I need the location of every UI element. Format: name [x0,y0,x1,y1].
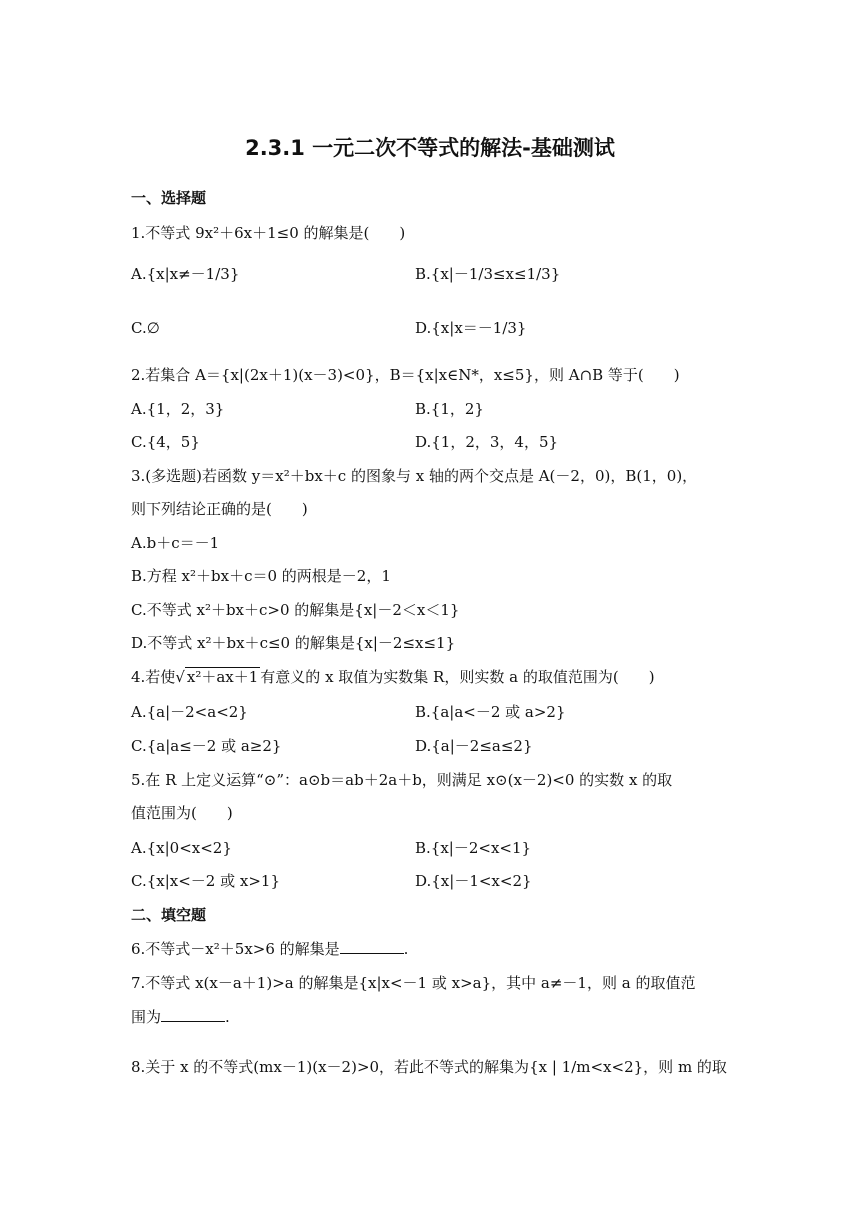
question-3-option-a: A.b＋c＝－1 [131,534,220,552]
question-1-option-c: C.∅ [131,319,160,337]
question-5-option-c: C.{x|x<－2 或 x>1} [131,872,280,890]
section-heading-choice: 一、选择题 [131,189,207,207]
question-4-option-d: D.{a|－2≤a≤2} [415,737,533,755]
question-4-radicand: x²＋ax＋1 [186,668,259,686]
sqrt-symbol-icon: √ [175,668,185,686]
question-4-option-a: A.{a|－2<a<2} [131,703,248,721]
question-5-option-b: B.{x|－2<x<1} [415,839,532,857]
question-7-end: . [225,1008,230,1026]
question-3-stem-line1: 3.(多选题)若函数 y＝x²＋bx＋c 的图象与 x 轴的两个交点是 A(－2，0)，B(1，0)， [131,467,698,485]
question-8-set: {x | 1/m<x<2} [529,1058,644,1076]
question-5-stem-line2: 值范围为( ) [131,804,233,822]
answer-blank [340,953,404,954]
question-7-line2 [131,1007,230,1027]
question-8 [131,1057,727,1077]
question-4-option-c: C.{a|a≤－2 或 a≥2} [131,737,282,755]
question-8-stem-post: ，则 m 的取 [643,1058,727,1076]
question-5-stem-line1: 5.在 R 上定义运算“⊙”：a⊙b＝ab＋2a＋b，则满足 x⊙(x－2)<0 的实数 x 的取 [131,771,673,789]
question-4-stem-post: 有意义的 x 取值为实数集 R，则实数 a 的取值范围为( ) [260,668,655,686]
question-1-option-d: D.{x|x＝－1/3} [415,319,527,337]
question-6-end: . [403,940,409,958]
question-2-option-b: B.{1，2} [415,400,484,418]
question-4-stem [131,667,655,687]
question-1-option-b: B.{x|－1/3≤x≤1/3} [415,265,561,283]
question-4-stem-pre: 4.若使 [131,668,176,686]
question-1-stem: 1.不等式 9x²＋6x＋1≤0 的解集是( ) [131,224,406,242]
question-3-option-c: C.不等式 x²＋bx＋c>0 的解集是{x|－2＜x＜1} [131,601,460,619]
question-4-option-b: B.{a|a<－2 或 a>2} [415,703,566,721]
question-5-option-a: A.{x|0<x<2} [131,839,232,857]
answer-blank [161,1021,225,1022]
question-8-stem-pre: 8.关于 x 的不等式(mx－1)(x－2)>0，若此不等式的解集为 [131,1058,530,1076]
page-title: 2.3.1 一元二次不等式的解法-基础测试 [245,136,615,160]
question-1-option-a: A.{x|x≠－1/3} [131,265,240,283]
question-3-option-d: D.不等式 x²＋bx＋c≤0 的解集是{x|－2≤x≤1} [131,634,456,652]
question-2-option-a: A.{1，2，3} [131,400,225,418]
question-7-stem-line1: 7.不等式 x(x－a＋1)>a 的解集是{x|x<－1 或 x>a}，其中 a≠－1，则 a 的取值范 [131,974,696,992]
question-2-option-c: C.{4，5} [131,433,200,451]
question-5-option-d: D.{x|－1<x<2} [415,872,532,890]
section-heading-fill: 二、填空题 [131,906,207,924]
question-6-stem: 6.不等式－x²＋5x>6 的解集是 [131,940,340,958]
question-3-option-b: B.方程 x²＋bx＋c＝0 的两根是－2，1 [131,567,391,585]
question-3-stem-line2: 则下列结论正确的是( ) [131,500,308,518]
question-2-stem: 2.若集合 A＝{x|(2x＋1)(x－3)<0}，B＝{x|x∈N*，x≤5}，则 A∩B 等于( ) [131,366,680,384]
question-7-stem-line2: 围为 [131,1008,162,1026]
question-2-option-d: D.{1，2，3，4，5} [415,433,559,451]
question-6 [131,939,408,959]
